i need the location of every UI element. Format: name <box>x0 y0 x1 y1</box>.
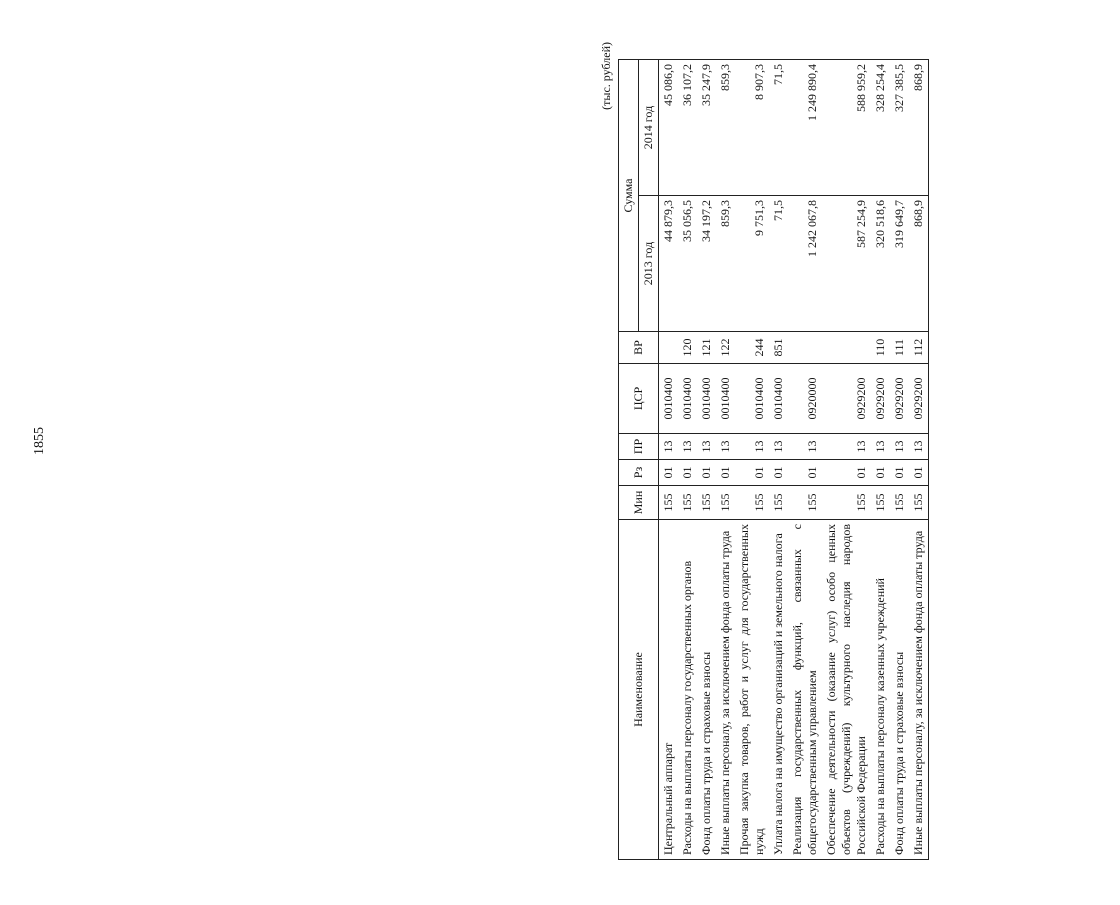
row-vr <box>788 332 822 364</box>
table-row <box>890 59 909 859</box>
row-csr: 0929200 <box>909 364 929 434</box>
row-pr: 13 <box>735 434 769 460</box>
row-vr: 122 <box>716 332 735 364</box>
row-2013: 319 649,7 <box>890 196 909 332</box>
row-name: Фонд оплаты труда и страховые взносы <box>697 520 716 860</box>
row-csr: 0010400 <box>735 364 769 434</box>
row-2013: 9 751,3 <box>735 196 769 332</box>
row-pr: 13 <box>788 434 822 460</box>
header-csr: ЦСР <box>619 364 659 434</box>
rotated-table-area <box>600 30 1120 860</box>
row-min: 155 <box>890 486 909 520</box>
row-2014: 1 249 890,4 <box>788 59 822 195</box>
table-row <box>788 59 822 859</box>
table-row <box>697 59 716 859</box>
row-csr: 0929200 <box>871 364 890 434</box>
row-2013: 34 197,2 <box>697 196 716 332</box>
table-row <box>769 59 788 859</box>
row-name: Уплата налога на имущество организаций и земельного налога <box>769 520 788 860</box>
table-row <box>822 59 871 859</box>
row-vr: 112 <box>909 332 929 364</box>
row-csr: 0010400 <box>659 364 679 434</box>
row-min: 155 <box>822 486 871 520</box>
row-pr: 13 <box>822 434 871 460</box>
row-rz: 01 <box>788 460 822 486</box>
row-name: Реализация государственных функций, связанных с общегосударственным управлением <box>788 520 822 860</box>
row-2013: 320 518,6 <box>871 196 890 332</box>
table-row <box>659 59 679 859</box>
row-rz: 01 <box>735 460 769 486</box>
row-pr: 13 <box>659 434 679 460</box>
row-name: Прочая закупка товаров, работ и услуг для государственных нужд <box>735 520 769 860</box>
page-number: 1855 <box>32 427 47 455</box>
row-csr: 0010400 <box>678 364 697 434</box>
row-2014: 45 086,0 <box>659 59 679 195</box>
row-vr: 110 <box>871 332 890 364</box>
row-csr: 0010400 <box>697 364 716 434</box>
header-2014: 2014 год <box>639 59 659 195</box>
row-2013: 868,9 <box>909 196 929 332</box>
row-pr: 13 <box>909 434 929 460</box>
row-rz: 01 <box>769 460 788 486</box>
row-name: Расходы на выплаты персоналу казенных учреждений <box>871 520 890 860</box>
row-2014: 71,5 <box>769 59 788 195</box>
row-2013: 35 056,5 <box>678 196 697 332</box>
row-2013: 859,3 <box>716 196 735 332</box>
row-name: Фонд оплаты труда и страховые взносы <box>890 520 909 860</box>
row-name: Расходы на выплаты персоналу государственных органов <box>678 520 697 860</box>
row-csr: 0010400 <box>716 364 735 434</box>
table-row <box>678 59 697 859</box>
row-2013: 44 879,3 <box>659 196 679 332</box>
row-vr: 121 <box>697 332 716 364</box>
row-pr: 13 <box>716 434 735 460</box>
row-rz: 01 <box>659 460 679 486</box>
row-min: 155 <box>871 486 890 520</box>
row-rz: 01 <box>909 460 929 486</box>
row-rz: 01 <box>716 460 735 486</box>
row-csr: 0920000 <box>788 364 822 434</box>
row-2013: 587 254,9 <box>822 196 871 332</box>
row-rz: 01 <box>890 460 909 486</box>
row-min: 155 <box>735 486 769 520</box>
row-vr <box>822 332 871 364</box>
header-rz: Рз <box>619 460 659 486</box>
row-name: Центральный аппарат <box>659 520 679 860</box>
row-2013: 71,5 <box>769 196 788 332</box>
row-min: 155 <box>909 486 929 520</box>
table-header <box>619 59 659 859</box>
row-name: Обеспечение деятельности (оказание услуг) особо ценных объектов (учреждений) культурного наследия народов Российской Федерации <box>822 520 871 860</box>
row-name: Иные выплаты персоналу, за исключением фонда оплаты труда <box>909 520 929 860</box>
row-2014: 328 254,4 <box>871 59 890 195</box>
row-pr: 13 <box>769 434 788 460</box>
row-rz: 01 <box>678 460 697 486</box>
table-row <box>871 59 890 859</box>
row-2014: 8 907,3 <box>735 59 769 195</box>
row-2014: 36 107,2 <box>678 59 697 195</box>
header-name: Наименование <box>619 520 659 860</box>
row-name: Иные выплаты персоналу, за исключением фонда оплаты труда <box>716 520 735 860</box>
row-vr: 120 <box>678 332 697 364</box>
budget-table <box>618 59 929 860</box>
unit-label: (тыс. рублей) <box>599 42 613 110</box>
row-pr: 13 <box>697 434 716 460</box>
header-min: Мин <box>619 486 659 520</box>
header-pr: ПР <box>619 434 659 460</box>
row-pr: 13 <box>890 434 909 460</box>
header-sum: Сумма <box>619 59 639 331</box>
row-csr: 0010400 <box>769 364 788 434</box>
row-2013: 1 242 067,8 <box>788 196 822 332</box>
header-2013: 2013 год <box>639 196 659 332</box>
table-row <box>716 59 735 859</box>
row-vr: 244 <box>735 332 769 364</box>
row-csr: 0929200 <box>890 364 909 434</box>
row-rz: 01 <box>697 460 716 486</box>
table-row <box>909 59 929 859</box>
row-pr: 13 <box>678 434 697 460</box>
row-pr: 13 <box>871 434 890 460</box>
row-min: 155 <box>788 486 822 520</box>
header-vr: ВР <box>619 332 659 364</box>
row-min: 155 <box>716 486 735 520</box>
row-rz: 01 <box>822 460 871 486</box>
row-min: 155 <box>659 486 679 520</box>
row-rz: 01 <box>871 460 890 486</box>
row-2014: 859,3 <box>716 59 735 195</box>
row-csr: 0929200 <box>822 364 871 434</box>
row-vr: 111 <box>890 332 909 364</box>
row-2014: 35 247,9 <box>697 59 716 195</box>
row-min: 155 <box>678 486 697 520</box>
row-vr <box>659 332 679 364</box>
row-vr: 851 <box>769 332 788 364</box>
row-min: 155 <box>769 486 788 520</box>
row-2014: 588 959,2 <box>822 59 871 195</box>
row-2014: 327 385,5 <box>890 59 909 195</box>
row-min: 155 <box>697 486 716 520</box>
row-2014: 868,9 <box>909 59 929 195</box>
table-row <box>735 59 769 859</box>
